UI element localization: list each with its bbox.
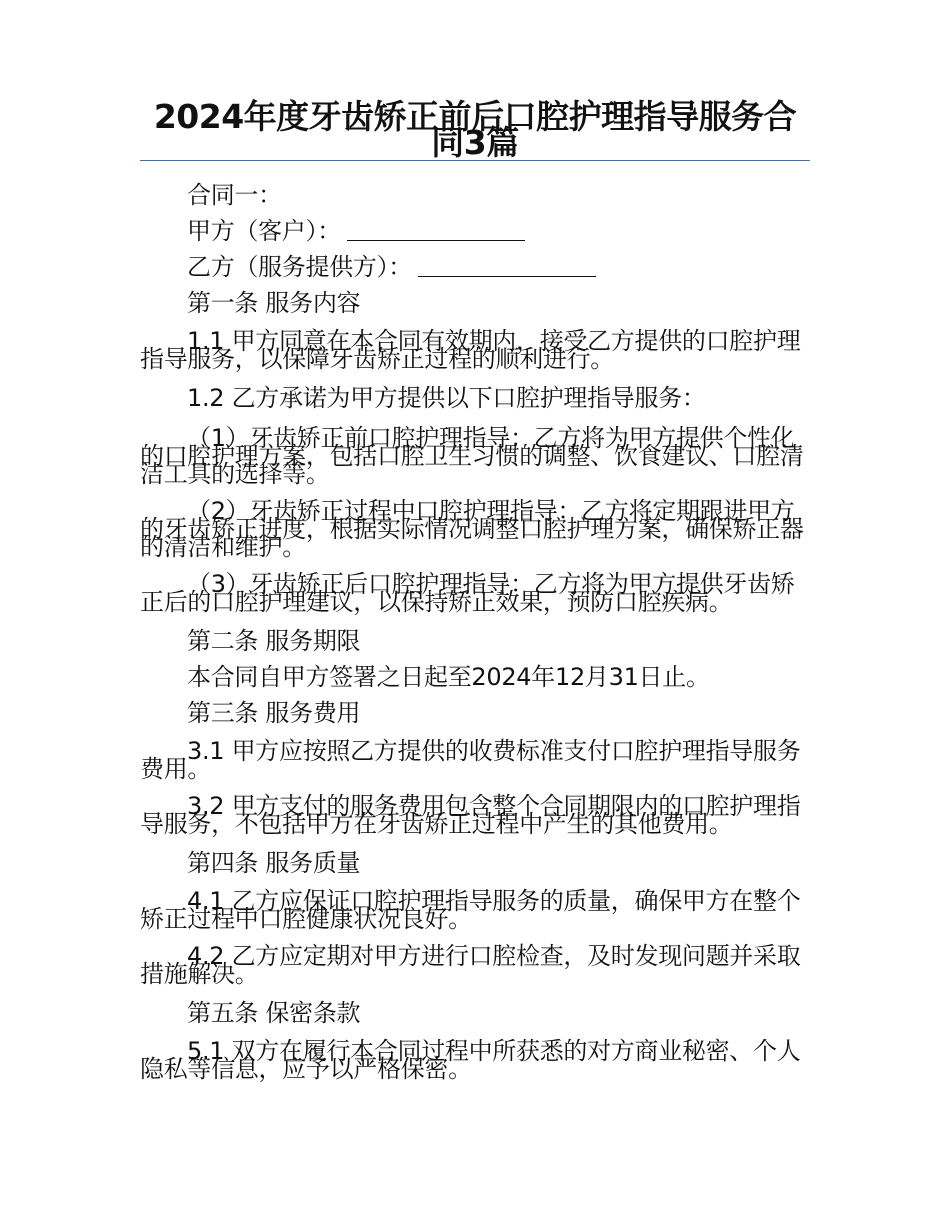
contract-heading-text: 合同一： [187, 181, 282, 209]
article-heading: 第三条 服务费用 [187, 699, 361, 727]
document-body [140, 178, 810, 1097]
clause-subitem: （1）牙齿矫正前口腔护理指导：乙方将为甲方提供个性化的口腔护理方案，包括口腔卫生习惯的调整、饮食建议、口腔清洁工具的选择等。 [140, 424, 804, 488]
party-b-line [140, 250, 810, 284]
clause-paragraph: 4.2 乙方应定期对甲方进行口腔检查，及时发现问题并采取措施解决。 [140, 942, 801, 988]
clause-paragraph: 3.1 甲方应按照乙方提供的收费标准支付口腔护理指导服务费用。 [140, 737, 801, 783]
clause-paragraph: 4.1 乙方应保证口腔护理指导服务的质量，确保甲方在整个矫正过程中口腔健康状况良好。 [140, 887, 801, 933]
clause-paragraph: 本合同自甲方签署之日起至2024年12月31日止。 [187, 663, 710, 691]
article-heading: 第一条 服务内容 [187, 289, 361, 317]
party-b-blank [418, 254, 596, 277]
clause-paragraph: 5.1 双方在履行本合同过程中所获悉的对方商业秘密、个人隐私等信息，应予以严格保密。 [140, 1037, 801, 1083]
party-a-line [140, 214, 810, 248]
clause-paragraph: 3.2 甲方支付的服务费用包含整个合同期限内的口腔护理指导服务，不包括甲方在牙齿矫正过程中产生的其他费用。 [140, 792, 801, 838]
clause-subitem: （3）牙齿矫正后口腔护理指导：乙方将为甲方提供牙齿矫正后的口腔护理建议，以保持矫正效果，预防口腔疾病。 [140, 570, 795, 616]
party-a-label: 甲方（客户）： [187, 217, 341, 245]
clause-subitem: （2）牙齿矫正过程中口腔护理指导：乙方将定期跟进甲方的牙齿矫正进度，根据实际情况调整口腔护理方案，确保矫正器的清洁和维护。 [140, 497, 804, 561]
party-a-blank [347, 218, 525, 241]
article-heading: 第四条 服务质量 [187, 849, 361, 877]
clause-paragraph: 1.2 乙方承诺为甲方提供以下口腔护理指导服务： [187, 384, 706, 412]
contract-heading [140, 178, 810, 212]
title-divider [140, 160, 810, 161]
clause-paragraph: 1.1 甲方同意在本合同有效期内，接受乙方提供的口腔护理指导服务，以保障牙齿矫正过程的顺利进行。 [140, 327, 801, 373]
article-heading: 第二条 服务期限 [187, 627, 361, 655]
party-b-label: 乙方（服务提供方）： [187, 253, 412, 281]
document-title: 2024年度牙齿矫正前后口腔护理指导服务合同3篇 [153, 97, 797, 162]
article-heading: 第五条 保密条款 [187, 999, 361, 1027]
